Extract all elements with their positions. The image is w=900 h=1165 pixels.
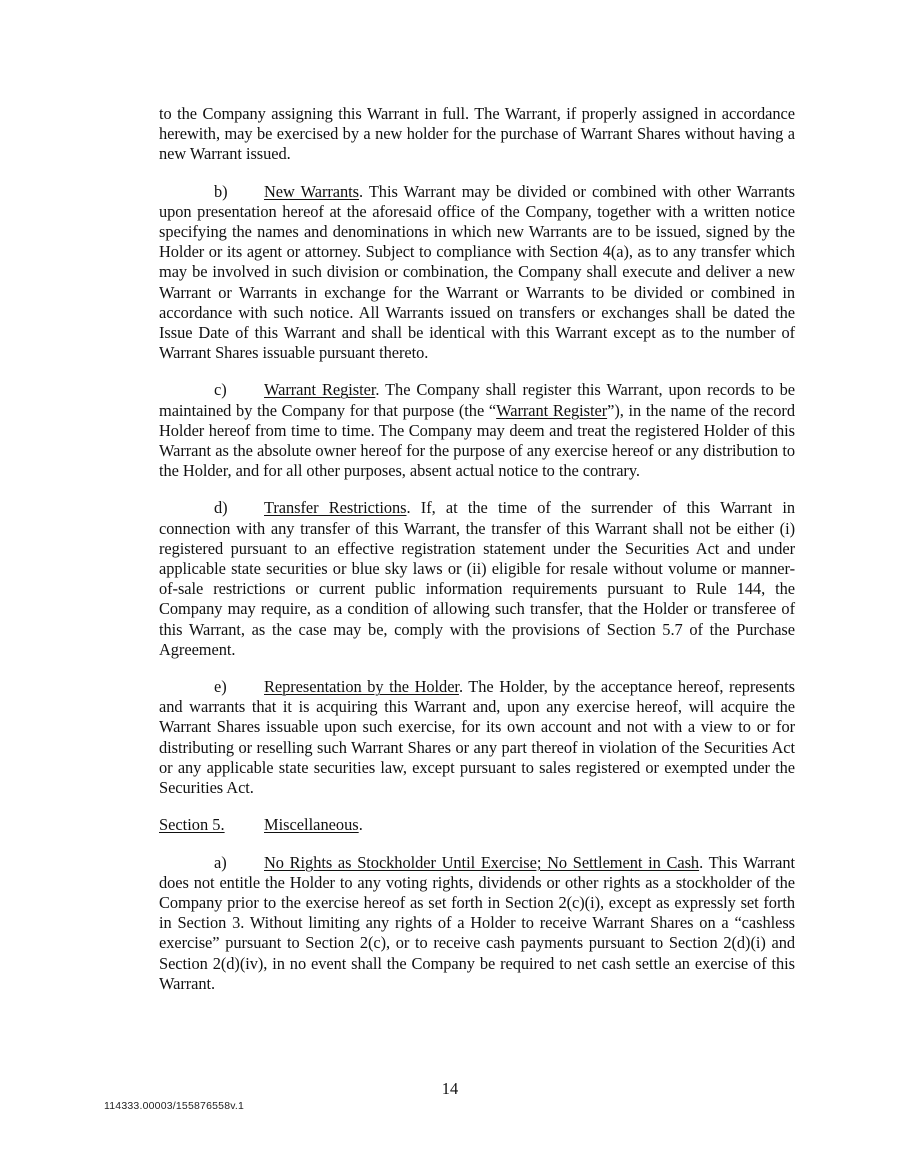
section-4d-paragraph xyxy=(159,498,795,660)
section-4b-label: b) xyxy=(214,181,228,201)
section-4e-label: e) xyxy=(214,677,227,697)
section-5a-heading: No Rights as Stockholder Until Exercise; No Settlement in Cash xyxy=(264,852,700,872)
section-4c-label: c) xyxy=(214,380,227,400)
section-5-title: Miscellaneous xyxy=(264,815,359,835)
section-4c-text-after: ”), in the name of the record Holder hereof from time to time. The Company may deem and treat the registered Holder of this Warrant as the absolute owner hereof for the purpose of any exercise hereof or any distribution to the Holder, and for all other purposes, absent actual notice to the contrary. xyxy=(159,400,795,481)
document-id: 114333.00003/155876558v.1 xyxy=(104,1100,245,1112)
section-4c-paragraph xyxy=(159,380,795,481)
section-4b-paragraph xyxy=(159,182,795,364)
intro-paragraph xyxy=(159,104,795,165)
section-5-title-suffix: . xyxy=(358,815,363,835)
intro-text: to the Company assigning this Warrant in full. The Warrant, if properly assigned in accordance herewith, may be exercised by a new holder for the purchase of Warrant Shares without having a new Warrant issued. xyxy=(159,104,795,164)
section-4c-defined-term: Warrant Register xyxy=(496,400,608,420)
section-4b-heading: New Warrants xyxy=(264,181,359,201)
section-4d-heading: Transfer Restrictions xyxy=(264,498,407,518)
section-5a-paragraph xyxy=(159,853,795,994)
section-4c-text-before: . The Company shall register this Warrant, upon records to be maintained by the Company for that purpose (the “ xyxy=(159,380,795,420)
section-5-heading xyxy=(159,815,795,835)
section-4d-text: . If, at the time of the surrender of this Warrant in connection with any transfer of this Warrant, the transfer of this Warrant shall not be either (i) registered pursuant to an effective registration statement under the Securities Act and under applicable state securities or blue sky laws or (ii) eligible for resale without volume or manner-of-sale restrictions or current public information requirements pursuant to Rule 144, the Company may require, as a condition of allowing such transfer, that the Holder or transferee of this Warrant, as the case may be, comply with the provisions of Section 5.7 of the Purchase Agreement. xyxy=(159,498,795,659)
section-4e-paragraph xyxy=(159,677,795,798)
section-4b-text: . This Warrant may be divided or combined with other Warrants upon presentation hereof at the aforesaid office of the Company, together with a written notice specifying the names and denominations in which new Warrants are to be issued, signed by the Holder or its agent or attorney. Subject to compliance with Section 4(a), as to any transfer which may be involved in such division or combination, the Company shall execute and deliver a new Warrant or Warrants in exchange for the Warrant or Warrants to be divided or combined in accordance with such notice. All Warrants issued on transfers or exchanges shall be dated the Issue Date of this Warrant and shall be identical with this Warrant except as to the number of Warrant Shares issuable pursuant thereto. xyxy=(159,181,795,363)
document-page xyxy=(159,104,795,1011)
section-4e-text: . The Holder, by the acceptance hereof, represents and warrants that it is acquiring this Warrant and, upon any exercise hereof, will acquire the Warrant Shares issuable upon such exercise, for its own account and not with a view to or for distributing or reselling such Warrant Shares or any part thereof in violation of the Securities Act or any applicable state securities law, except pursuant to sales registered or exempted under the Securities Act. xyxy=(159,677,796,798)
page-number: 14 xyxy=(441,1079,459,1098)
section-5a-text: . This Warrant does not entitle the Holder to any voting rights, dividends or other rights as a stockholder of the Company prior to the exercise hereof as set forth in Section 2(c)(i), except as expressly set forth in Section 3. Without limiting any rights of a Holder to receive Warrant Shares on a “cashless exercise” pursuant to Section 2(c), or to receive cash payments pursuant to Section 2(d)(i) and Section 2(d)(iv), in no event shall the Company be required to net cash settle an exercise of this Warrant. xyxy=(159,852,795,993)
section-4c-heading: Warrant Register xyxy=(264,380,376,400)
section-5-number: Section 5. xyxy=(159,815,225,835)
section-4e-heading: Representation by the Holder xyxy=(264,677,459,697)
section-4d-label: d) xyxy=(214,498,228,518)
section-5a-label: a) xyxy=(214,852,227,872)
